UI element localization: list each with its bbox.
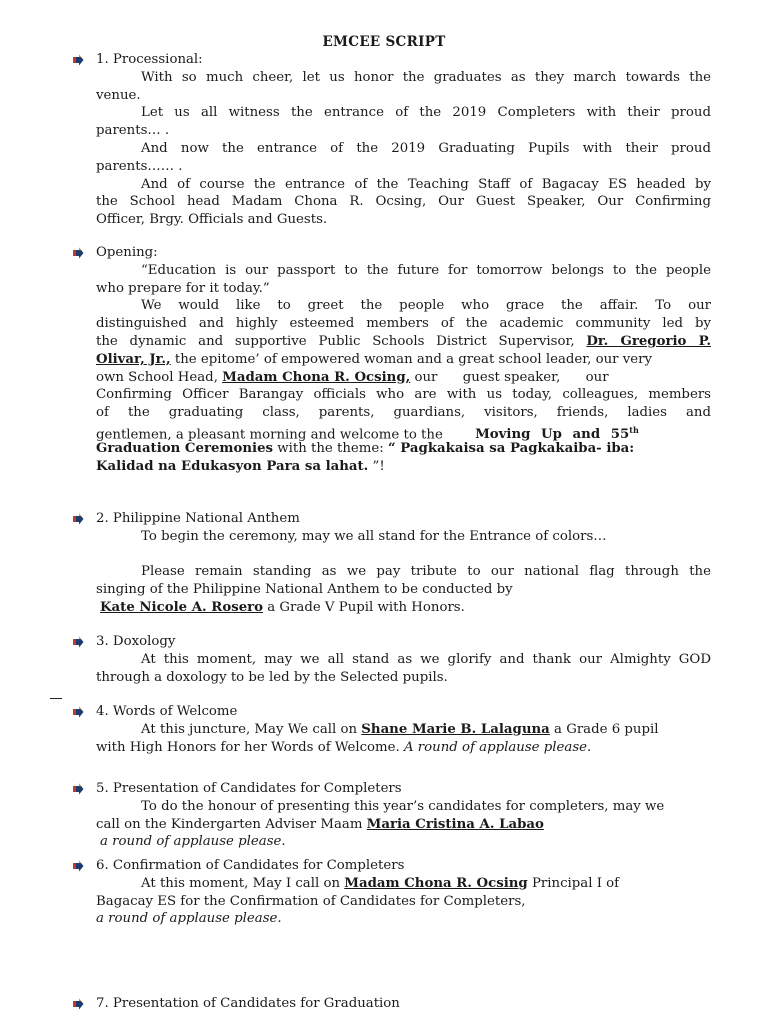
section-heading: [96, 633, 711, 651]
text-run: our guest speaker, our: [410, 369, 609, 385]
paragraph-line: [96, 351, 711, 369]
section-presentation-graduation: [96, 995, 711, 1013]
section-confirmation-completers: [96, 857, 711, 928]
paragraph-line: To do the honour of presenting this year’s candidates for completers, may we: [141, 798, 665, 814]
paragraph-line: [96, 440, 711, 458]
applause-cue: a round of applause please.: [100, 834, 286, 850]
arrow-bullet-icon: [72, 247, 84, 259]
text-run: own School Head,: [96, 369, 218, 385]
arrow-bullet-icon: [72, 783, 84, 795]
paragraph-line: venue.: [96, 87, 141, 103]
theme-title: “ Pagkakaisa sa Pagkakaiba- iba:: [388, 440, 635, 456]
heading-text: 7. Presentation of Candidates for Graduation: [96, 996, 400, 1011]
paragraph-line: [96, 721, 711, 739]
arrow-bullet-icon: [72, 513, 84, 525]
paragraph-line: Bagacay ES for the Confirmation of Candidates for Completers,: [96, 893, 526, 909]
paragraph-line: the School head Madam Chona R. Ocsing, Our Guest Speaker, Our Confirming: [96, 194, 711, 210]
section-heading: [96, 510, 711, 528]
text-run: At this juncture, May We call on: [141, 721, 362, 737]
text-run: with High Honors for her Words of Welcome.: [96, 739, 404, 755]
paragraph-line: With so much cheer, let us honor the graduates as they march towards the: [141, 69, 711, 85]
heading-text: 1. Processional:: [96, 52, 203, 67]
section-doxology: [96, 633, 711, 686]
section-heading: [96, 780, 711, 798]
section-heading: [96, 703, 711, 721]
theme-emphasis: Graduation Ceremonies: [96, 440, 274, 456]
section-national-anthem: [96, 510, 711, 617]
name-emphasis: Dr. Gregorio P.: [586, 333, 711, 349]
paragraph-line: Officer, Brgy. Officials and Guests.: [96, 212, 328, 228]
text-run: At this moment, May I call on: [141, 875, 345, 891]
paragraph-line: [96, 422, 711, 443]
blank-line: [96, 546, 711, 564]
text-run: a Grade V Pupil with Honors.: [263, 599, 465, 615]
section-opening: [96, 244, 711, 475]
paragraph-line: Please remain standing as we pay tribute to our national flag through the: [141, 564, 711, 580]
paragraph-line: [96, 369, 711, 387]
section-heading: [96, 51, 711, 69]
paragraph-line: To begin the ceremony, may we all stand for the Entrance of colors…: [141, 528, 607, 544]
name-emphasis: Madam Chona R. Ocsing,: [222, 369, 411, 385]
name-emphasis: Kate Nicole A. Rosero: [100, 599, 264, 615]
text-run: the dynamic and supportive Public Schools District Supervisor,: [96, 333, 575, 349]
section-heading: [96, 857, 711, 875]
paragraph-line: [96, 333, 711, 351]
margin-dash: [50, 698, 62, 699]
paragraph-line: of the graduating class, parents, guardians, visitors, friends, ladies and: [96, 405, 711, 421]
arrow-bullet-icon: [72, 998, 84, 1010]
arrow-bullet-icon: [72, 636, 84, 648]
name-emphasis: Olivar, Jr.,: [96, 351, 171, 367]
heading-text: Opening:: [96, 245, 158, 260]
theme-emphasis: Moving Up and 55: [475, 427, 630, 443]
paragraph-line: through a doxology to be led by the Selected pupils.: [96, 669, 448, 685]
paragraph-line: [96, 739, 711, 757]
section-heading: [96, 995, 711, 1013]
text-run: ”!: [368, 458, 385, 474]
section-processional: [96, 51, 711, 229]
arrow-bullet-icon: [72, 860, 84, 872]
applause-cue: A round of applause please.: [403, 739, 592, 755]
heading-text: 2. Philippine National Anthem: [96, 511, 300, 526]
paragraph-line: Confirming Officer Barangay officials who are with us today, colleagues, members: [96, 387, 711, 403]
paragraph-line: distinguished and highly esteemed members of the academic community led by: [96, 316, 711, 332]
section-heading: [96, 244, 711, 262]
applause-cue: a round of applause please.: [96, 911, 282, 927]
section-presentation-completers: [96, 780, 711, 851]
heading-text: 4. Words of Welcome: [96, 704, 238, 719]
name-emphasis: Madam Chona R. Ocsing: [344, 875, 528, 891]
heading-text: 3. Doxology: [96, 634, 176, 649]
paragraph-line: [96, 599, 711, 617]
text-run: the epitome’ of empowered woman and a great school leader, our very: [170, 351, 653, 367]
section-words-of-welcome: [96, 703, 711, 756]
paragraph-line: [96, 458, 711, 476]
text-run: Principal I of: [527, 875, 620, 891]
document-title: EMCEE SCRIPT: [322, 34, 446, 50]
theme-title: Kalidad na Edukasyon Para sa lahat.: [96, 458, 369, 474]
heading-text: 5. Presentation of Candidates for Completers: [96, 781, 402, 796]
paragraph-line: [96, 816, 711, 834]
text-run: gentlemen, a pleasant morning and welcome to the: [96, 427, 443, 443]
text-run: call on the Kindergarten Adviser Maam: [96, 816, 367, 832]
paragraph-line: [96, 875, 711, 893]
paragraph-line: At this moment, may we all stand as we glorify and thank our Almighty GOD: [141, 651, 711, 667]
paragraph-line: And of course the entrance of the Teaching Staff of Bagacay ES headed by: [141, 176, 711, 192]
paragraph-line: parents… .: [96, 123, 170, 139]
text-run: with the theme:: [273, 440, 388, 456]
paragraph-line: who prepare for it today.”: [96, 280, 270, 296]
paragraph-line: We would like to greet the people who grace the affair. To our: [141, 298, 711, 314]
paragraph-line: And now the entrance of the 2019 Graduating Pupils with their proud: [141, 140, 711, 156]
name-emphasis: Maria Cristina A. Labao: [366, 816, 544, 832]
name-emphasis: Shane Marie B. Lalaguna: [361, 721, 550, 737]
paragraph-line: “Education is our passport to the future for tomorrow belongs to the people: [141, 262, 711, 278]
arrow-bullet-icon: [72, 54, 84, 66]
superscript: th: [629, 424, 639, 435]
arrow-bullet-icon: [72, 706, 84, 718]
paragraph-line: singing of the Philippine National Anthem to be conducted by: [96, 582, 513, 598]
paragraph-line: parents…… .: [96, 158, 183, 174]
heading-text: 6. Confirmation of Candidates for Completers: [96, 858, 405, 873]
text-run: a Grade 6 pupil: [549, 721, 659, 737]
paragraph-line: Let us all witness the entrance of the 2019 Completers with their proud: [141, 105, 711, 121]
